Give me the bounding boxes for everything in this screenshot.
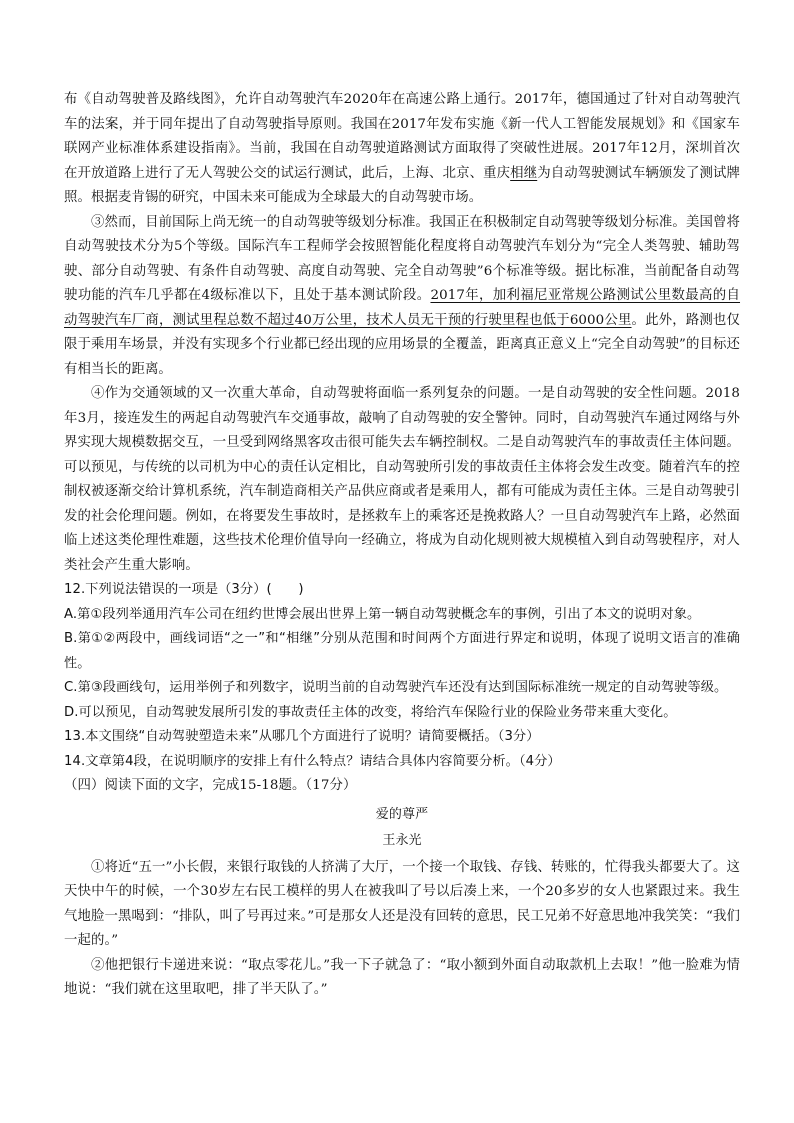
question-12-option-b: B.第①②两段中，画线词语“之一”和“相继”分别从范围和时间两个方面进行界定和说明，体现了说明文语言的准确性。 (64, 631, 740, 671)
underlined-word-xiangji: 相继 (510, 165, 538, 181)
paragraph-1-text-b: 为自动驾驶测试车辆颁发了测试牌照。根据麦肯锡的研究，中国未来可能成为全球最大的自动驾驶市场。 (64, 165, 740, 205)
underlined-sentence: 2017年，加利福尼亚常规公路测试公里数最高的自动驾驶汽车厂商，测试里程总数不超过40万公里，技术人员无干预的行驶里程也低于6000公里 (64, 288, 741, 328)
paragraph-3-text-a: ③然而，目前国际上尚无统一的自动驾驶等级划分标准。我国正在积极制定自动驾驶等级划分标准。美国曾将自动驾驶技术分为5个等级。国际汽车工程师学会按照智能化程度将自动驾驶汽车划分为“完全人类驾驶、辅助驾驶、部分自动驾驶、有条件自动驾驶、高度自动驾驶、完全自动驾驶”6个标准等级。据比标准，当前配备自动驾驶功能的汽车几乎都在4级标准以下，且处于基本测试阶段。 (64, 214, 740, 303)
question-12-option-a: A.第①段列举通用汽车公司在纽约世博会展出世界上第一辆自动驾驶概念车的事例，引出了本文的说明对象。 (64, 606, 701, 622)
document-page (64, 88, 740, 1003)
paragraph-3 (64, 211, 740, 383)
question-12-option-d: D.可以预见，自动驾驶发展所引发的事故责任主体的改变，将给汽车保险行业的保险业务带来重大变化。 (64, 704, 677, 720)
paragraph-1 (64, 88, 740, 211)
paragraph-1-text-a: 布《自动驾驶普及路线图》，允许自动驾驶汽车2020年在高速公路上通行。2017年，德国通过了针对自动驾驶汽车的法案，并于同年提出了自动驾驶指导原则。我国在2017年发布实施《新一代人工智能发展规划》和《国家车联网产业标准体系建设指南》。当前，我国在自动驾驶道路测试方面取得了突破性进展。2017年12月，深圳首次在开放道路上进行了无人驾驶公交的试运行测试，此后，上海、北京、重庆 (64, 92, 740, 181)
question-14: 14.文章第4段，在说明顺序的安排上有什么特点？请结合具体内容简要分析。（4分） (64, 753, 561, 769)
story-title: 爱的尊严 (375, 806, 429, 822)
question-12-stem: 12.下列说法错误的一项是（3分）( ) (64, 582, 304, 597)
paragraph-4: ④作为交通领域的又一次重大革命，自动驾驶将面临一系列复杂的问题。一是自动驾驶的安全性问题。2018年3月，接连发生的两起自动驾驶汽车交通事故，敲响了自动驾驶的安全警钟。同时，自动驾驶汽车通过网络与外界实现大规模数据交互，一旦受到网络黑客攻击很可能失去车辆控制权。二是自动驾驶汽车的事故责任主体问题。可以预见，与传统的以司机为中心的责任认定相比，自动驾驶所引发的事故责任主体将会发生改变。随着汽车的控制权被逐渐交给计算机系统，汽车制造商相关产品供应商或者是乘用人，都有可能成为责任主体。三是自动驾驶引发的社会伦理问题。例如，在将要发生事故时，是拯救车上的乘客还是挽救路人？一旦自动驾驶汽车上路，必然面临上述这类伦理性难题，这些技术伦理价值导向一经确立，将成为自动化规则被大规模植入到自动驾驶程序，对人类社会产生重大影响。 (64, 386, 740, 573)
question-12-option-c: C.第③段画线句，运用举例子和列数字，说明当前的自动驾驶汽车还没有达到国际标准统一规定的自动驾驶等级。 (64, 680, 728, 695)
section-4-heading: （四）阅读下面的文字，完成15-18题。（17分） (64, 778, 357, 793)
paragraph-3-text-b: 。此外，路测也仅限于乘用车场景，并没有实现多个行业都已经出现的应用场景的全覆盖，距离真正意义上“完全自动驾驶”的目标还有相当长的距离。 (64, 312, 740, 377)
question-12 (64, 578, 740, 725)
question-13: 13.本文围绕“自动驾驶塑造未来”从哪几个方面进行了说明？请简要概括。（3分） (64, 729, 540, 744)
story-paragraph-1: ①将近“五一”小长假，来银行取钱的人挤满了大厅，一个接一个取钱、存钱、转账的，忙得我头都要大了。这天快中午的时候，一个30岁左右民工模样的男人在被我叫了号以后凑上来，一个20多岁的女人也紧跟过来。我生气地脸一黑喝到：“排队，叫了号再过来。”可是那女人还是没有回转的意思，民工兄弟不好意思地冲我笑笑：“我们一起的。” (64, 859, 740, 948)
story-author: 王永光 (382, 833, 422, 848)
story-paragraph-2: ②他把银行卡递进来说：“取点零花儿。”我一下子就急了：“取小额到外面自动取款机上去取！”他一脸难为情地说：“我们就在这里取吧，排了半天队了。” (64, 957, 740, 997)
